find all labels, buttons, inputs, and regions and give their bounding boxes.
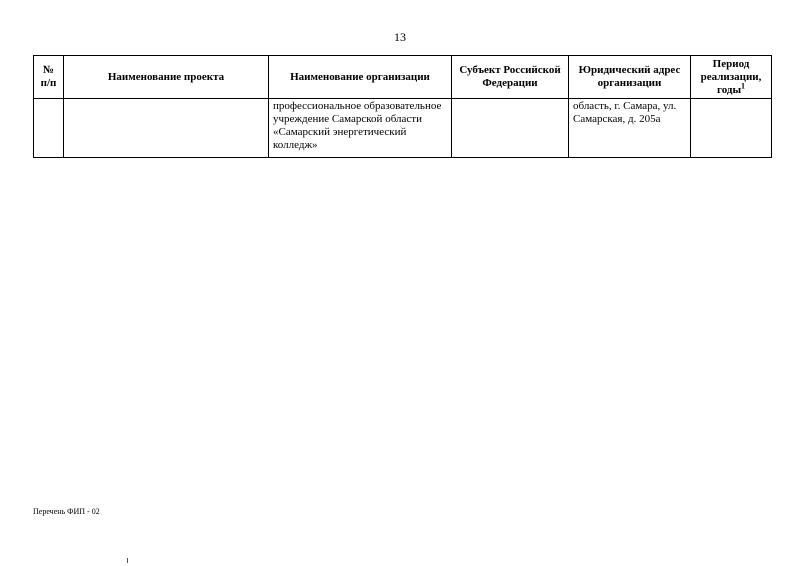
scan-mark: [127, 558, 128, 563]
projects-table: [33, 55, 772, 158]
cell-number: [34, 99, 64, 158]
header-number: № п/п: [34, 56, 64, 99]
header-organization-name: Наименование организации: [269, 56, 452, 99]
cell-project: [64, 99, 269, 158]
header-legal-address: Юридический адрес организации: [569, 56, 691, 99]
table-row: [34, 99, 772, 158]
cell-address: область, г. Самара, ул. Самарская, д. 205а: [569, 99, 691, 158]
table-header-row: [34, 56, 772, 99]
page-number: 13: [394, 30, 406, 44]
cell-organization: профессиональное образовательное учреждение Самарской области «Самарский энергетический колледж»: [269, 99, 452, 158]
cell-subject: [452, 99, 569, 158]
header-period-label: Период реализации, годы: [700, 57, 762, 96]
cell-period: [691, 99, 772, 158]
header-federal-subject: Субъект Российской Федерации: [452, 56, 569, 99]
header-implementation-period: [691, 56, 772, 99]
footnote-mark: 1: [741, 80, 746, 90]
header-project-name: Наименование проекта: [64, 56, 269, 99]
document-code: Перечень ФИП - 02: [33, 507, 100, 516]
